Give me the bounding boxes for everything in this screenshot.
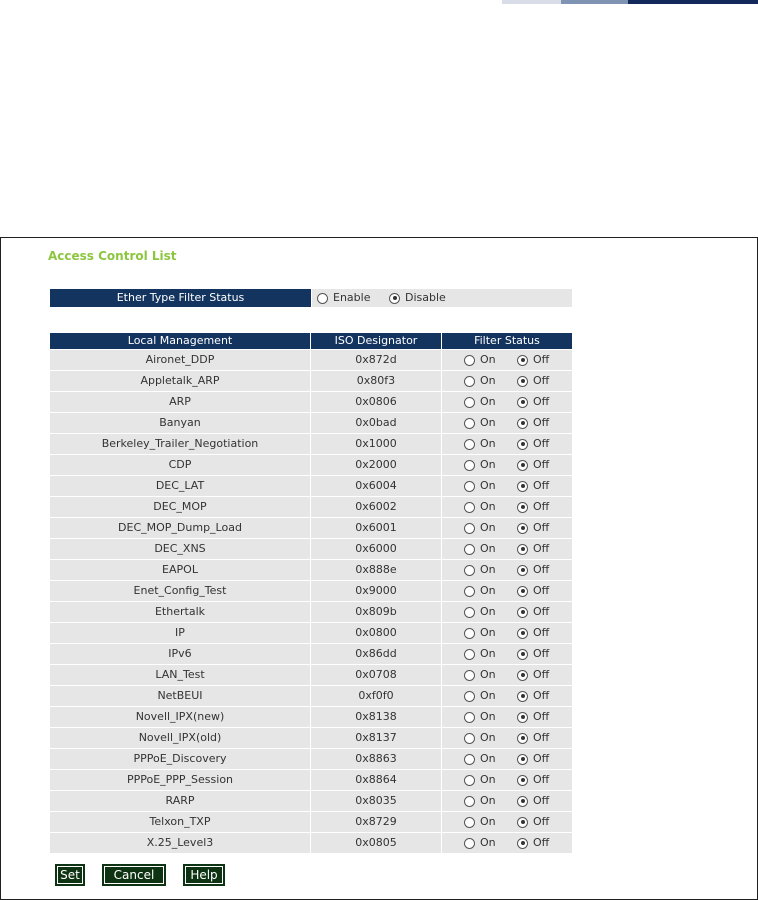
filter-status-cell	[442, 623, 572, 643]
off-radio[interactable]	[517, 607, 528, 618]
off-label: Off	[533, 353, 550, 366]
off-label: Off	[533, 626, 550, 639]
on-option[interactable]	[464, 350, 496, 370]
table-row	[50, 665, 572, 685]
filter-status-cell	[442, 455, 572, 475]
on-radio[interactable]	[464, 607, 475, 618]
on-radio[interactable]	[464, 355, 475, 366]
filter-status-cell	[442, 581, 572, 601]
table-row	[50, 497, 572, 517]
protocol-name: NetBEUI	[50, 686, 310, 706]
off-label: Off	[533, 458, 550, 471]
filter-status-cell	[442, 728, 572, 748]
protocol-name: DEC_LAT	[50, 476, 310, 496]
off-radio[interactable]	[517, 376, 528, 387]
off-label: Off	[533, 521, 550, 534]
off-radio[interactable]	[517, 460, 528, 471]
iso-designator: 0x86dd	[311, 644, 441, 664]
on-label: On	[480, 521, 496, 534]
protocol-name: Novell_IPX(old)	[50, 728, 310, 748]
filter-status-cell	[442, 371, 572, 391]
status-options	[312, 289, 572, 307]
on-label: On	[480, 710, 496, 723]
off-label: Off	[533, 794, 550, 807]
off-option[interactable]	[517, 581, 549, 601]
off-radio[interactable]	[517, 838, 528, 849]
off-option[interactable]	[517, 749, 549, 769]
on-radio[interactable]	[464, 775, 475, 786]
on-label: On	[480, 752, 496, 765]
protocol-name: Berkeley_Trailer_Negotiation	[50, 434, 310, 454]
protocol-name: DEC_XNS	[50, 539, 310, 559]
iso-designator: 0x8137	[311, 728, 441, 748]
table-row	[50, 644, 572, 664]
iso-designator: 0x888e	[311, 560, 441, 580]
header-iso-designator: ISO Designator	[311, 333, 441, 349]
off-option[interactable]	[517, 812, 549, 832]
set-button[interactable]: Set	[55, 864, 85, 886]
on-radio[interactable]	[464, 460, 475, 471]
off-label: Off	[533, 668, 550, 681]
on-option[interactable]	[464, 392, 496, 412]
off-label: Off	[533, 710, 550, 723]
off-option[interactable]	[517, 476, 549, 496]
accent-bar-light	[502, 0, 561, 4]
header-filter-status: Filter Status	[442, 333, 572, 349]
off-radio[interactable]	[517, 691, 528, 702]
protocol-name: PPPoE_Discovery	[50, 749, 310, 769]
filter-status-cell	[442, 350, 572, 370]
on-radio[interactable]	[464, 439, 475, 450]
on-radio[interactable]	[464, 565, 475, 576]
protocol-name: Appletalk_ARP	[50, 371, 310, 391]
iso-designator: 0x6002	[311, 497, 441, 517]
on-option[interactable]	[464, 539, 496, 559]
off-option[interactable]	[517, 371, 549, 391]
off-radio[interactable]	[517, 670, 528, 681]
off-label: Off	[533, 416, 550, 429]
disable-option[interactable]	[389, 289, 446, 307]
disable-label: Disable	[405, 291, 446, 304]
on-option[interactable]	[464, 791, 496, 811]
on-label: On	[480, 437, 496, 450]
iso-designator: 0x2000	[311, 455, 441, 475]
table-row	[50, 770, 572, 790]
on-option[interactable]	[464, 581, 496, 601]
off-option[interactable]	[517, 602, 549, 622]
off-radio[interactable]	[517, 355, 528, 366]
off-label: Off	[533, 584, 550, 597]
off-radio[interactable]	[517, 817, 528, 828]
protocol-name: Banyan	[50, 413, 310, 433]
enable-option[interactable]	[317, 289, 370, 307]
filter-status-cell	[442, 644, 572, 664]
protocol-name: PPPoE_PPP_Session	[50, 770, 310, 790]
protocol-name: LAN_Test	[50, 665, 310, 685]
protocol-name: EAPOL	[50, 560, 310, 580]
iso-designator: 0xf0f0	[311, 686, 441, 706]
iso-designator: 0x0805	[311, 833, 441, 853]
on-option[interactable]	[464, 371, 496, 391]
on-radio[interactable]	[464, 628, 475, 639]
table-row	[50, 350, 572, 370]
off-option[interactable]	[517, 518, 549, 538]
filter-status-cell	[442, 497, 572, 517]
table-row	[50, 623, 572, 643]
on-label: On	[480, 416, 496, 429]
on-label: On	[480, 668, 496, 681]
on-option[interactable]	[464, 497, 496, 517]
on-radio[interactable]	[464, 670, 475, 681]
table-row	[50, 791, 572, 811]
off-option[interactable]	[517, 350, 549, 370]
table-row	[50, 476, 572, 496]
on-label: On	[480, 500, 496, 513]
off-option[interactable]	[517, 644, 549, 664]
filter-status-cell	[442, 770, 572, 790]
on-label: On	[480, 731, 496, 744]
off-option[interactable]	[517, 833, 549, 853]
on-radio[interactable]	[464, 796, 475, 807]
on-option[interactable]	[464, 686, 496, 706]
off-radio[interactable]	[517, 418, 528, 429]
off-option[interactable]	[517, 770, 549, 790]
off-option[interactable]	[517, 791, 549, 811]
protocol-name: Enet_Config_Test	[50, 581, 310, 601]
on-option[interactable]	[464, 560, 496, 580]
off-option[interactable]	[517, 707, 549, 727]
enable-radio[interactable]	[317, 293, 328, 304]
cancel-button[interactable]: Cancel	[102, 864, 166, 886]
protocol-name: CDP	[50, 455, 310, 475]
filter-status-cell	[442, 749, 572, 769]
on-label: On	[480, 395, 496, 408]
table-row	[50, 560, 572, 580]
on-option[interactable]	[464, 413, 496, 433]
on-radio[interactable]	[464, 586, 475, 597]
table-row	[50, 749, 572, 769]
protocol-name: IPv6	[50, 644, 310, 664]
filter-status-cell	[442, 434, 572, 454]
off-label: Off	[533, 836, 550, 849]
off-radio[interactable]	[517, 649, 528, 660]
protocol-name: Ethertalk	[50, 602, 310, 622]
off-radio[interactable]	[517, 628, 528, 639]
on-radio[interactable]	[464, 502, 475, 513]
table-row	[50, 812, 572, 832]
filter-status-cell	[442, 602, 572, 622]
on-radio[interactable]	[464, 418, 475, 429]
protocol-name: ARP	[50, 392, 310, 412]
filter-status-cell	[442, 665, 572, 685]
on-label: On	[480, 458, 496, 471]
off-label: Off	[533, 437, 550, 450]
filter-status-cell	[442, 413, 572, 433]
table-row	[50, 371, 572, 391]
protocol-name: X.25_Level3	[50, 833, 310, 853]
off-option[interactable]	[517, 728, 549, 748]
off-label: Off	[533, 773, 550, 786]
off-option[interactable]	[517, 392, 549, 412]
table-row	[50, 833, 572, 853]
off-radio[interactable]	[517, 397, 528, 408]
on-radio[interactable]	[464, 376, 475, 387]
on-radio[interactable]	[464, 481, 475, 492]
iso-designator: 0x872d	[311, 350, 441, 370]
on-option[interactable]	[464, 749, 496, 769]
off-option[interactable]	[517, 455, 549, 475]
on-label: On	[480, 626, 496, 639]
accent-bar-dark	[628, 0, 758, 4]
iso-designator: 0x0708	[311, 665, 441, 685]
on-option[interactable]	[464, 518, 496, 538]
off-label: Off	[533, 500, 550, 513]
on-option[interactable]	[464, 707, 496, 727]
off-option[interactable]	[517, 560, 549, 580]
off-option[interactable]	[517, 413, 549, 433]
on-radio[interactable]	[464, 838, 475, 849]
disable-radio[interactable]	[389, 293, 400, 304]
on-radio[interactable]	[464, 712, 475, 723]
help-button[interactable]: Help	[183, 864, 225, 886]
page-title: Access Control List	[48, 249, 177, 263]
on-option[interactable]	[464, 476, 496, 496]
header-local-management: Local Management	[50, 333, 310, 349]
on-label: On	[480, 815, 496, 828]
table-row	[50, 581, 572, 601]
iso-designator: 0x80f3	[311, 371, 441, 391]
protocol-name: RARP	[50, 791, 310, 811]
on-radio[interactable]	[464, 733, 475, 744]
iso-designator: 0x0800	[311, 623, 441, 643]
off-radio[interactable]	[517, 733, 528, 744]
table-row	[50, 539, 572, 559]
off-radio[interactable]	[517, 775, 528, 786]
acl-panel	[0, 237, 758, 900]
off-radio[interactable]	[517, 481, 528, 492]
on-radio[interactable]	[464, 397, 475, 408]
protocol-name: DEC_MOP	[50, 497, 310, 517]
off-radio[interactable]	[517, 586, 528, 597]
off-option[interactable]	[517, 434, 549, 454]
off-option[interactable]	[517, 665, 549, 685]
on-label: On	[480, 794, 496, 807]
filter-status-cell	[442, 539, 572, 559]
on-radio[interactable]	[464, 817, 475, 828]
iso-designator: 0x8138	[311, 707, 441, 727]
off-radio[interactable]	[517, 565, 528, 576]
filter-status-cell	[442, 833, 572, 853]
on-radio[interactable]	[464, 544, 475, 555]
off-radio[interactable]	[517, 502, 528, 513]
iso-designator: 0x1000	[311, 434, 441, 454]
on-label: On	[480, 374, 496, 387]
table-row	[50, 728, 572, 748]
on-label: On	[480, 584, 496, 597]
table-row	[50, 707, 572, 727]
iso-designator: 0x6004	[311, 476, 441, 496]
on-label: On	[480, 773, 496, 786]
iso-designator: 0x8864	[311, 770, 441, 790]
on-label: On	[480, 479, 496, 492]
filter-status-cell	[442, 392, 572, 412]
on-option[interactable]	[464, 665, 496, 685]
iso-designator: 0x8863	[311, 749, 441, 769]
table-row	[50, 518, 572, 538]
off-radio[interactable]	[517, 712, 528, 723]
off-option[interactable]	[517, 623, 549, 643]
off-label: Off	[533, 689, 550, 702]
on-option[interactable]	[464, 770, 496, 790]
table-row	[50, 455, 572, 475]
status-label: Ether Type Filter Status	[50, 289, 311, 307]
protocol-name: Novell_IPX(new)	[50, 707, 310, 727]
table-row	[50, 686, 572, 706]
on-option[interactable]	[464, 455, 496, 475]
on-radio[interactable]	[464, 523, 475, 534]
off-label: Off	[533, 563, 550, 576]
accent-bar-mid	[561, 0, 628, 4]
iso-designator: 0x6000	[311, 539, 441, 559]
iso-designator: 0x809b	[311, 602, 441, 622]
on-label: On	[480, 353, 496, 366]
iso-designator: 0x8729	[311, 812, 441, 832]
off-label: Off	[533, 479, 550, 492]
on-option[interactable]	[464, 833, 496, 853]
on-label: On	[480, 542, 496, 555]
table-row	[50, 413, 572, 433]
off-label: Off	[533, 815, 550, 828]
iso-designator: 0x8035	[311, 791, 441, 811]
table-row	[50, 392, 572, 412]
off-radio[interactable]	[517, 439, 528, 450]
on-option[interactable]	[464, 644, 496, 664]
on-option[interactable]	[464, 812, 496, 832]
off-radio[interactable]	[517, 754, 528, 765]
top-accent-bars	[502, 0, 758, 4]
on-label: On	[480, 689, 496, 702]
filter-status-cell	[442, 518, 572, 538]
protocol-name: IP	[50, 623, 310, 643]
on-option[interactable]	[464, 728, 496, 748]
on-option[interactable]	[464, 602, 496, 622]
on-option[interactable]	[464, 434, 496, 454]
filter-status-cell	[442, 791, 572, 811]
on-label: On	[480, 647, 496, 660]
ether-type-filter-status	[50, 289, 572, 307]
table-row	[50, 434, 572, 454]
on-radio[interactable]	[464, 754, 475, 765]
off-label: Off	[533, 731, 550, 744]
iso-designator: 0x6001	[311, 518, 441, 538]
table-row	[50, 602, 572, 622]
off-radio[interactable]	[517, 523, 528, 534]
off-label: Off	[533, 374, 550, 387]
off-radio[interactable]	[517, 544, 528, 555]
off-label: Off	[533, 395, 550, 408]
iso-designator: 0x0806	[311, 392, 441, 412]
iso-designator: 0x9000	[311, 581, 441, 601]
off-option[interactable]	[517, 497, 549, 517]
off-label: Off	[533, 542, 550, 555]
on-radio[interactable]	[464, 691, 475, 702]
on-option[interactable]	[464, 623, 496, 643]
filter-status-cell	[442, 476, 572, 496]
off-option[interactable]	[517, 686, 549, 706]
filter-status-cell	[442, 812, 572, 832]
filter-status-cell	[442, 707, 572, 727]
on-label: On	[480, 605, 496, 618]
protocol-name: Telxon_TXP	[50, 812, 310, 832]
iso-designator: 0x0bad	[311, 413, 441, 433]
protocol-name: Aironet_DDP	[50, 350, 310, 370]
on-radio[interactable]	[464, 649, 475, 660]
off-label: Off	[533, 752, 550, 765]
on-label: On	[480, 563, 496, 576]
filter-status-cell	[442, 686, 572, 706]
filter-status-cell	[442, 560, 572, 580]
off-option[interactable]	[517, 539, 549, 559]
enable-label: Enable	[333, 291, 371, 304]
off-label: Off	[533, 605, 550, 618]
off-label: Off	[533, 647, 550, 660]
off-radio[interactable]	[517, 796, 528, 807]
on-label: On	[480, 836, 496, 849]
protocol-name: DEC_MOP_Dump_Load	[50, 518, 310, 538]
